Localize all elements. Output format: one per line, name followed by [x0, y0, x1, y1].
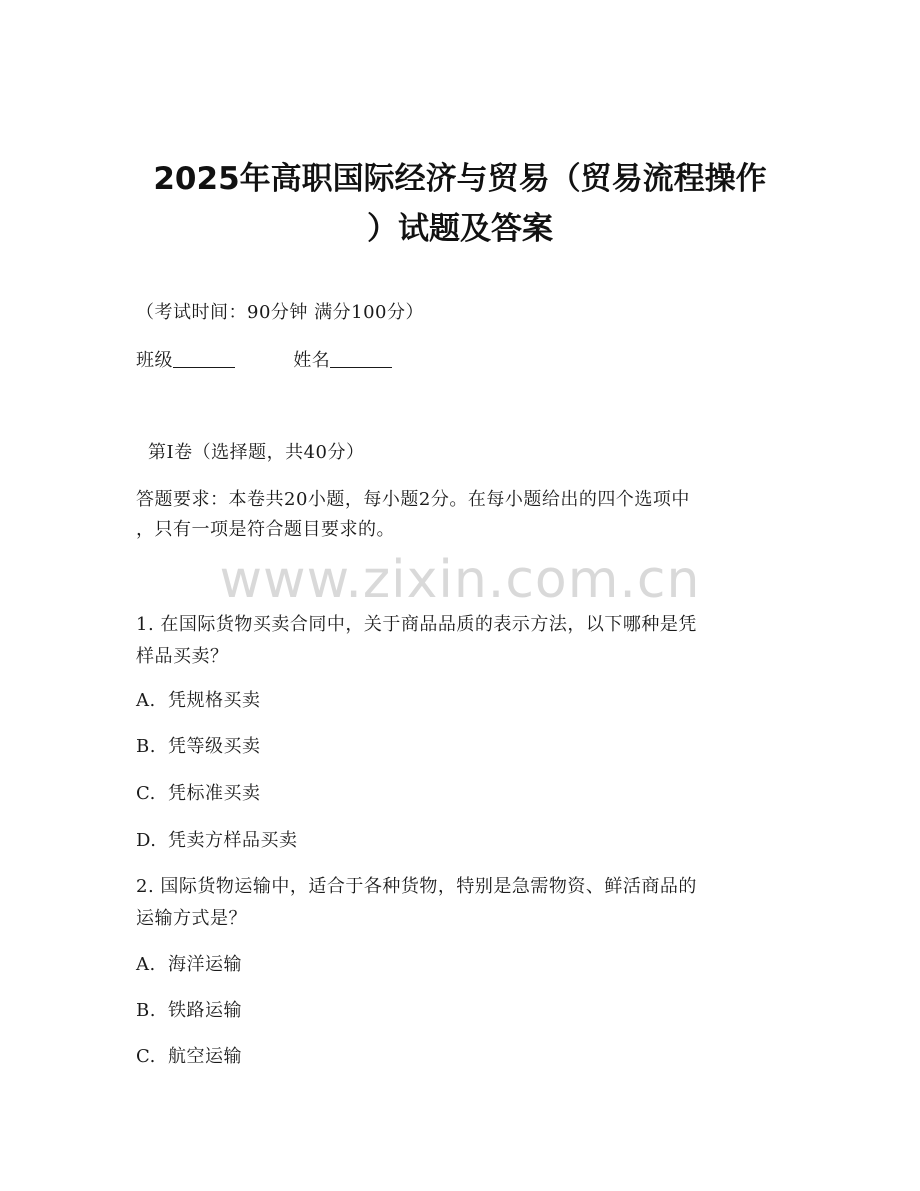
option-text: 凭规格买卖: [168, 690, 261, 711]
name-field: [293, 348, 392, 374]
question-1-option-b: [136, 734, 261, 760]
option-text: 海洋运输: [168, 954, 242, 975]
option-letter: B.: [136, 736, 156, 757]
option-text: 凭等级买卖: [168, 736, 261, 757]
name-blank: [330, 349, 392, 368]
question-2-line-1: 2. 国际货物运输中，适合于各种货物，特别是急需物资、鲜活商品的: [136, 876, 697, 897]
student-fields: [136, 348, 392, 374]
question-2-option-b: [136, 998, 242, 1024]
option-text: 凭卖方样品买卖: [168, 830, 298, 851]
instructions-line-2: ，只有一项是符合题目要求的。: [136, 519, 395, 540]
watermark: www.zixin.com.cn: [219, 550, 701, 610]
option-text: 铁路运输: [168, 1000, 242, 1021]
question-1-line-1: 1. 在国际货物买卖合同中，关于商品品质的表示方法，以下哪种是凭: [136, 614, 697, 635]
page-title-line-1: 2025年高职国际经济与贸易（贸易流程操作: [153, 161, 767, 197]
option-text: 凭标准买卖: [168, 783, 261, 804]
option-letter: A.: [136, 690, 156, 711]
class-field: [136, 348, 235, 374]
option-letter: D.: [136, 830, 157, 851]
option-letter: C.: [136, 1046, 156, 1067]
question-1-option-a: [136, 688, 261, 714]
question-1-option-c: [136, 781, 261, 807]
option-letter: B.: [136, 1000, 156, 1021]
instructions-line-1: 答题要求：本卷共20小题，每小题2分。在每小题给出的四个选项中: [136, 489, 690, 510]
exam-info: （考试时间：90分钟 满分100分）: [136, 302, 424, 323]
question-1-option-d: [136, 828, 298, 854]
name-label: 姓名: [293, 350, 331, 371]
option-text: 航空运输: [168, 1046, 242, 1067]
section-title: 第I卷（选择题，共40分）: [148, 442, 365, 463]
class-label: 班级: [136, 350, 173, 371]
page-title-line-2: ）试题及答案: [367, 211, 553, 247]
question-1-line-2: 样品买卖？: [136, 646, 229, 667]
question-2-option-a: [136, 952, 242, 978]
question-2-line-2: 运输方式是？: [136, 908, 247, 929]
option-letter: A.: [136, 954, 156, 975]
option-letter: C.: [136, 783, 156, 804]
class-blank: [173, 349, 235, 368]
question-2-option-c: [136, 1044, 242, 1070]
